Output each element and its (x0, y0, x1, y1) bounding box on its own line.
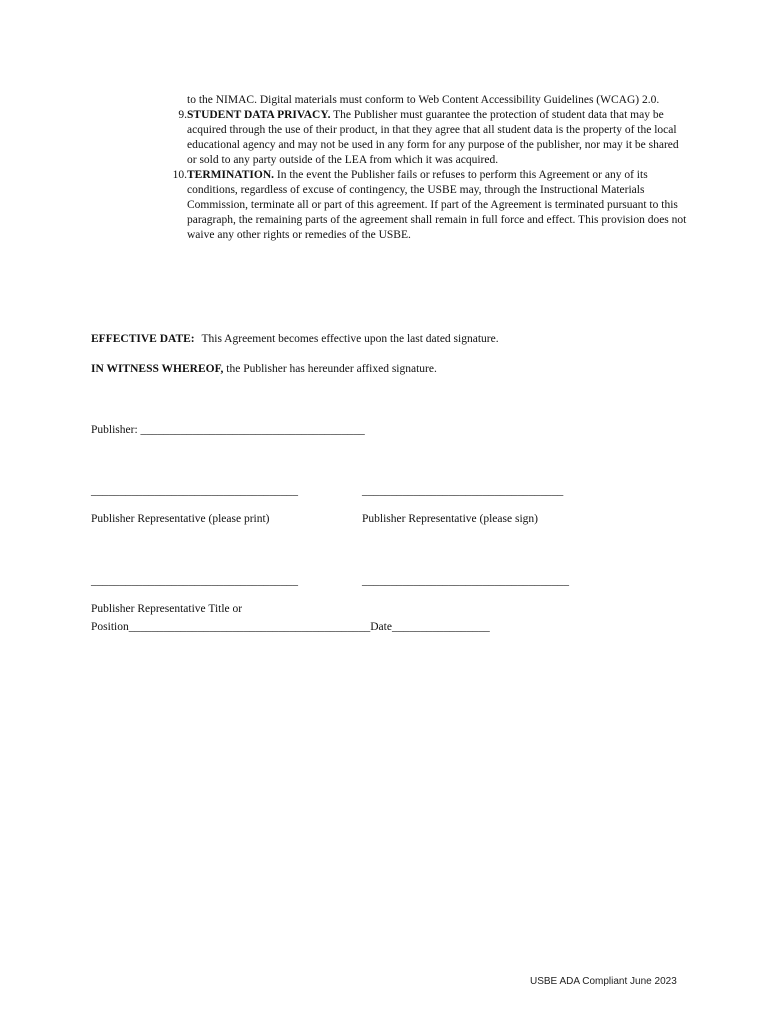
title-position-field (91, 620, 490, 635)
publisher-label: Publisher: (91, 424, 138, 436)
list-continuation-text: to the NIMAC. Digital materials must conform to Web Content Accessibility Guidelines (WCAG) 2.0. (187, 94, 660, 106)
list-item-heading: STUDENT DATA PRIVACY. (187, 109, 331, 121)
list-item-body: The Publisher must guarantee the protection of student data that may be acquired through the use of their product, in that they agree that all student data is the property of the local educational agency and may not be used in any form for any purpose of the publisher, nor may it be shared or sold to any party outside of the LEA from which it was acquired. (187, 109, 679, 166)
publisher-signature-line: _______________________________________ (140, 424, 365, 436)
print-name-line: ____________________________________ (91, 485, 298, 497)
title-label-line-2: Position (91, 621, 129, 633)
list-item-heading: TERMINATION. (187, 169, 275, 181)
date-label: Date (370, 621, 392, 633)
sign-name-label: Publisher Representative (please sign) (362, 513, 538, 525)
publisher-field (91, 423, 365, 438)
list-item-body: In the event the Publisher fails or refuses to perform this Agreement or any of its conditions, regardless of excuse of contingency, the USBE may, through the Instructional Materials Commission, terminate all or part of this agreement. If part of the Agreement is terminated pursuant to this paragraph, the remaining parts of the agreement shall remain in full force and effect. This provision does not waive any other rights or remedies of the USBE. (187, 169, 687, 241)
witness-text: the Publisher has hereunder affixed signature. (226, 363, 437, 375)
list-item-student-data-privacy (158, 108, 688, 168)
numbered-provisions (158, 93, 688, 243)
witness-paragraph (91, 362, 437, 377)
title-label-line-1: Publisher Representative Title or (91, 603, 243, 615)
title-signature-line: ____________________________________ (91, 575, 298, 587)
list-item-number: 10. (172, 169, 187, 181)
position-line: __________________________________________ (128, 621, 371, 633)
list-item-number: 9. (178, 109, 187, 121)
effective-date-paragraph (91, 332, 499, 347)
effective-date-text: This Agreement becomes effective upon the last dated signature. (201, 333, 499, 345)
witness-heading: IN WITNESS WHEREOF, (91, 363, 224, 375)
date-signature-line: ____________________________________ (362, 575, 569, 587)
effective-date-heading: EFFECTIVE DATE: (91, 333, 195, 345)
date-line: _________________ (391, 621, 490, 633)
list-item-termination (158, 168, 688, 243)
page-footer: USBE ADA Compliant June 2023 (530, 976, 677, 987)
sign-name-line: ___________________________________ (362, 485, 564, 497)
print-name-label: Publisher Representative (please print) (91, 513, 270, 525)
